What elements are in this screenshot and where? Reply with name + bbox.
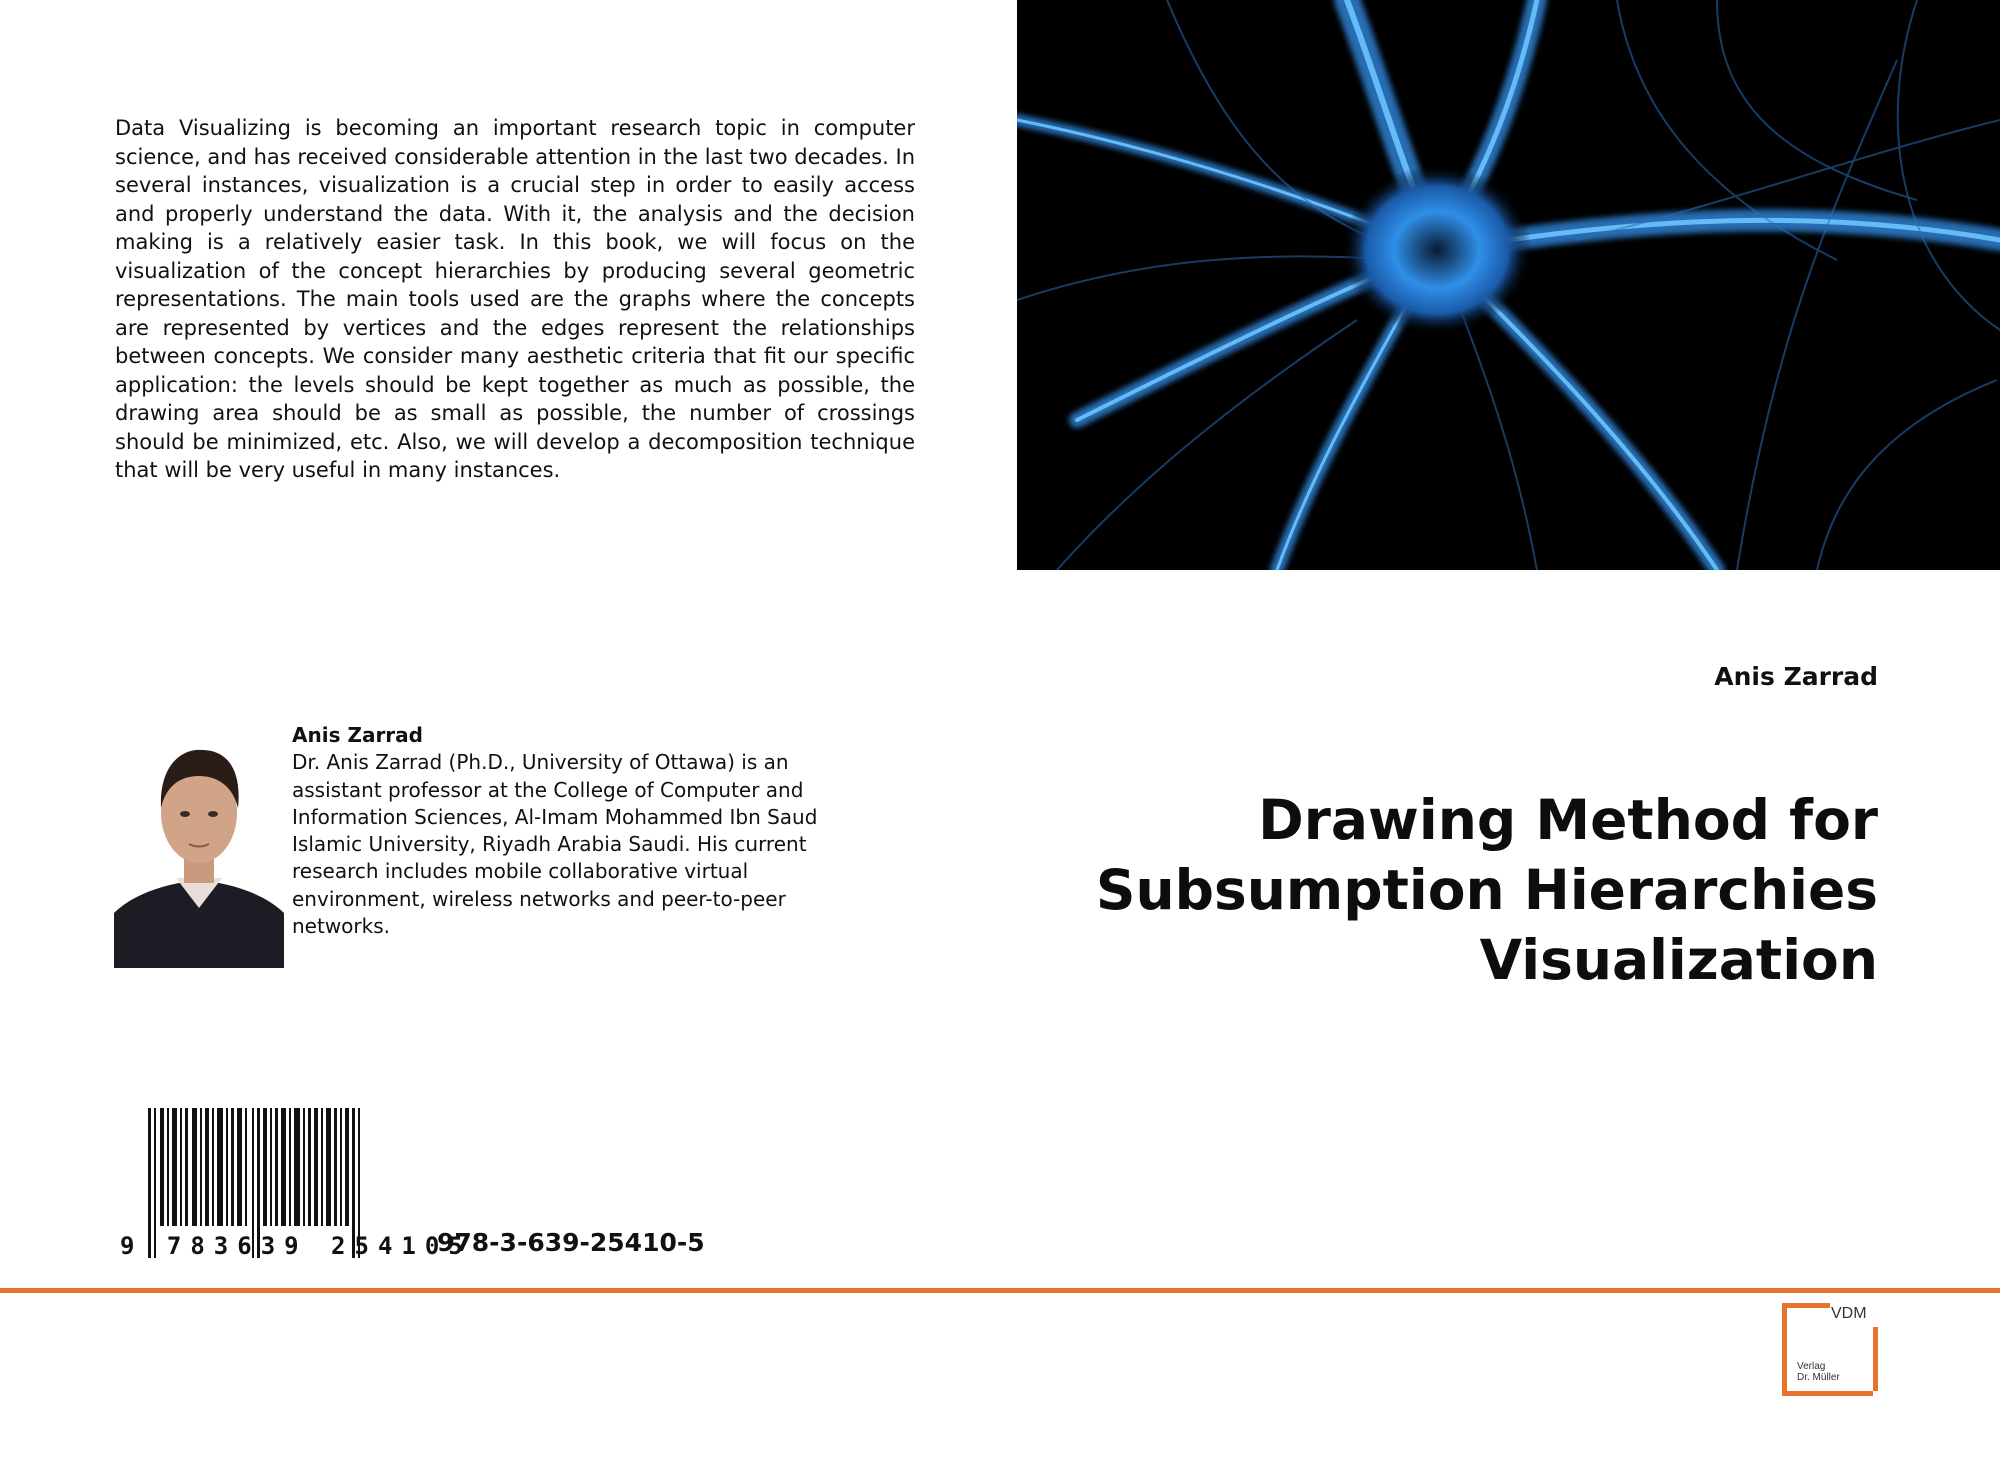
isbn-number: 978-3-639-25410-5 <box>437 1228 705 1257</box>
author-portrait <box>114 728 284 968</box>
neuron-illustration <box>1017 0 2000 570</box>
accent-divider <box>0 1288 2000 1293</box>
logo-subtext-line-2: Dr. Müller <box>1797 1372 1840 1383</box>
logo-subtext-line-1: Verlag <box>1797 1361 1826 1372</box>
neuron-image <box>1017 0 2000 570</box>
barcode-digits: 9 783639 254105 <box>120 1232 472 1260</box>
author-bio <box>292 722 852 940</box>
author-photo <box>114 728 284 968</box>
front-cover-author: Anis Zarrad <box>1714 662 1878 691</box>
publisher-logo <box>1782 1303 1876 1399</box>
book-title: Drawing Method for Subsumption Hierarchies Visualization <box>1095 788 1878 992</box>
bio-text: Dr. Anis Zarrad (Ph.D., University of Ottawa) is an assistant professor at the College of Computer and Information Sciences, Al-Imam Mohammed Ibn Saud Islamic University, Riyadh Arabia Saudi. His current research includes mobile collaborative virtual environment, wireless networks and peer-to-peer networks. <box>292 750 818 939</box>
back-cover-blurb: Data Visualizing is becoming an important research topic in computer science, and has received considerable attention in the last two decades. In several instances, visualization is a crucial step in order to easily access and properly understand the data. With it, the analysis and the decision making is a relatively easier task. In this book, we will focus on the visualization of the concept hierarchies by producing several geometric representations. The main tools used are the graphs where the concepts are represented by vertices and the edges represent the relationships between concepts. We consider many aesthetic criteria that fit our specific application: the levels should be kept together as much as possible, the drawing area should be as small as possible, the number of crossings should be minimized, etc. Also, we will develop a decomposition technique that will be very useful in many instances. <box>115 116 915 482</box>
logo-text: VDM <box>1831 1305 1867 1322</box>
logo-subtext <box>1797 1361 1840 1383</box>
logo-top-bar <box>1782 1303 1830 1308</box>
bio-author-name: Anis Zarrad <box>292 723 423 747</box>
